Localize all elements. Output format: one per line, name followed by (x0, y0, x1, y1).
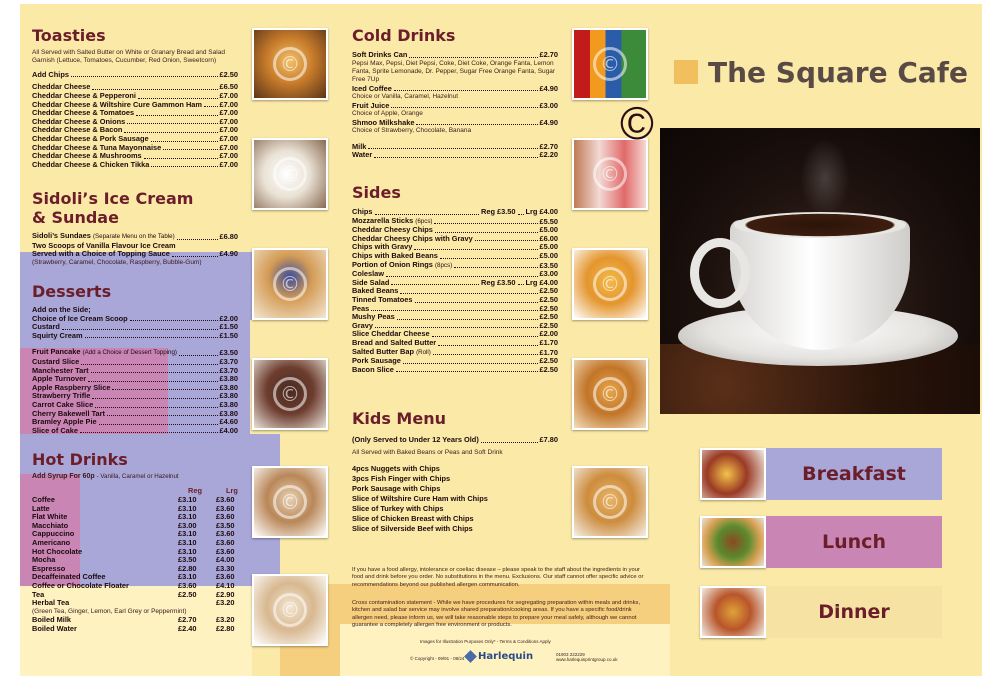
menu-item: Slice of Turkey with Chips (352, 504, 444, 513)
images-note: Images for Illustration Purposes Only* - Terms & Conditions Apply (420, 639, 551, 644)
menu-item: Soft Drinks Can £2.70 (352, 50, 558, 59)
menu-item: Salted Butter Bap (Roll) £1.70 (352, 346, 558, 357)
menu-item: Cheddar Cheese & Bacon £7.00 (32, 125, 238, 135)
menu-item: Cheddar Cheese & Pepperoni £7.00 (32, 91, 238, 100)
tea-photo: © (252, 574, 328, 646)
desserts-section (32, 282, 238, 435)
harlequin-logo-icon (464, 650, 477, 663)
sides-section (352, 183, 558, 374)
menu-item: Shmoo Milkshake £4.90 (352, 117, 558, 127)
menu-item: Add Chips £2.50 (32, 69, 238, 79)
copyright: © Copyright - 09/91 - 08/24 (410, 656, 465, 661)
menu-item: Served with a Choice of Topping Sauce £4.90 (32, 249, 238, 259)
menu-item: Pork Sausage with Chips (352, 484, 441, 493)
logo-square (674, 60, 698, 84)
steam (800, 138, 850, 218)
menu-item: Slice Cheddar Cheese £2.00 (352, 329, 558, 339)
menu-item: Mozzarella Sticks (6pcs) £5.50 (352, 215, 558, 226)
menu-page (20, 4, 982, 676)
section-title: Toasties (32, 26, 106, 45)
menu-item: Two Scoops of Vanilla Flavour Ice Cream (32, 240, 176, 250)
menu-item: Custard Slice £3.70 (32, 356, 238, 366)
menu-item: Fruit Pancake (Add a Choice of Dessert Topping) £3.50 (32, 347, 238, 358)
section-title: Hot Drinks (32, 450, 128, 469)
kids-menu-section (352, 409, 558, 534)
menu-item: Americano £3.10 £3.60 (32, 537, 235, 547)
menu-item: Cheddar Cheese £6.50 (32, 82, 238, 92)
menu-item: Mocha £3.50 £4.00 (32, 555, 235, 565)
menu-item: Apple Turnover £3.80 (32, 374, 238, 384)
onion-rings-photo: © (572, 358, 648, 430)
ice-cream-photo: © (252, 138, 328, 210)
menu-item: Cappuccino £3.10 £3.60 (32, 529, 235, 539)
juice-note: Choice of Apple, Orange (352, 110, 423, 118)
menu-item: Hot Chocolate £3.10 £3.60 (32, 546, 235, 556)
section-title: Cold Drinks (352, 26, 456, 45)
menu-item: Cheddar Cheese & Mushrooms £7.00 (32, 151, 238, 161)
menu-item: Decaffeinated Coffee £3.10 £3.60 (32, 572, 235, 582)
menu-item: Bread and Salted Butter £1.70 (352, 337, 558, 347)
lunch-photo (700, 516, 766, 568)
menu-item: Water £2.20 (352, 150, 558, 160)
menu-item: Coleslaw £3.00 (352, 269, 558, 279)
menu-item: Espresso £2.80 £3.30 (32, 563, 235, 573)
syrup-line: Add Syrup For 60p - Vanilla, Caramel or Hazelnut (32, 473, 179, 480)
menu-item: Gravy £2.50 (352, 320, 558, 330)
dinner-photo (700, 586, 766, 638)
printer-logo (466, 651, 533, 662)
herbal-note: (Green Tea, Ginger, Lemon, Earl Grey or Peppermint) (32, 607, 187, 615)
menu-item: Latte £3.10 £3.60 (32, 503, 235, 513)
menu-item: Pork Sausage £2.50 (352, 356, 558, 366)
menu-item: Choice of Ice Cream Scoop £2.00 (32, 313, 238, 323)
menu-item: Slice of Wiltshire Cure Ham with Chips (352, 494, 488, 503)
menu-item: 3pcs Fish Finger with Chips (352, 474, 451, 483)
menu-item: Cheddar Cheese & Wiltshire Cure Gammon Ham £7.00 (32, 99, 238, 109)
menu-item: Milk £2.70 (352, 141, 558, 151)
lunch-button[interactable]: Lunch (766, 516, 942, 568)
cappuccino-photo: © (252, 466, 328, 538)
menu-item: (Only Served to Under 12 Years Old) £7.80 (352, 435, 558, 444)
menu-item: Side Salad Reg £3.50 Lrg £4.00 (352, 277, 558, 287)
section-title: Desserts (32, 282, 112, 301)
menu-item: Boiled Milk £2.70 £3.20 (32, 615, 235, 625)
cafe-title: The Square Cafe (708, 56, 968, 89)
menu-item: Peas £2.50 (352, 303, 558, 313)
toastie-photo: © (252, 28, 328, 100)
soft-drinks-photo: © (572, 28, 648, 100)
menu-item: Chips with Baked Beans £5.00 (352, 250, 558, 260)
hot-drinks-list (32, 496, 238, 599)
cross-contamination-note: Cross contamination statement - While we have procedures for segregating preparation within meals and drinks, kitchen and salad bar service may involve shared preparation/cooking areas. If you have a specific food/drink allergen need, please inform us, we will take reasonable steps to prepare your meal safely, although we cannot guarantee a completely allergen free environment or products. (352, 600, 641, 629)
chips-photo: © (572, 248, 648, 320)
printer-name: Harlequin (478, 651, 534, 662)
menu-item: Tea £2.50 £2.90 (32, 589, 235, 599)
menu-item: Cheddar Cheese & Tuna Mayonnaise £7.00 (32, 142, 238, 152)
menu-item: Herbal Tea £3.20 (32, 598, 235, 608)
menu-item: Cheddar Cheesy Chips with Gravy £6.00 (352, 233, 558, 243)
menu-item: 4pcs Nuggets with Chips (352, 464, 440, 473)
menu-item: Slice of Chicken Breast with Chips (352, 514, 474, 523)
menu-item: Flat White £3.10 £3.60 (32, 512, 235, 522)
menu-item: Chips Reg £3.50 Lrg £4.00 (352, 207, 558, 216)
menu-item: Bramley Apple Pie £4.60 (32, 417, 238, 427)
cake-photo: © (252, 358, 328, 430)
menu-item: Add on the Side; (32, 305, 91, 314)
menu-item: Chips with Gravy £5.00 (352, 242, 558, 252)
breakfast-button[interactable]: Breakfast (766, 448, 942, 500)
sides-list (352, 217, 558, 279)
menu-item: Coffee or Chocolate Floater £3.60 £4.10 (32, 580, 235, 590)
menu-item: Macchiato £3.00 £3.50 (32, 520, 235, 530)
toasties-list (32, 83, 238, 169)
menu-item: Cheddar Cheese & Tomatoes £7.00 (32, 108, 238, 118)
menu-item: Mushy Peas £2.50 (352, 312, 558, 322)
menu-item: Squirty Cream £1.50 (32, 330, 238, 340)
section-title: Sides (352, 183, 401, 202)
menu-item: Tinned Tomatoes £2.50 (352, 294, 558, 304)
kids-meal-photo: © (572, 466, 648, 538)
menu-item: Cherry Bakewell Tart £3.80 (32, 408, 238, 418)
menu-item: Bacon Slice £2.50 (352, 364, 558, 374)
dinner-button[interactable]: Dinner (766, 586, 942, 638)
desserts-list (32, 358, 238, 435)
icecream-section (32, 189, 238, 267)
menu-item: Iced Coffee £4.90 (352, 83, 558, 93)
printer-contact: 01903 222229 www.harlequinprintgroup.co.uk (556, 652, 618, 663)
sides-list (352, 287, 558, 374)
hot-drinks-section (32, 450, 238, 633)
menu-item: Sidoli’s Sundaes (Separate Menu on the Table) £6.80 (32, 231, 238, 241)
toasties-intro: All Served with Salted Butter on White or Granary Bread and Salad Garnish (Lettuce, Tomatoes, Cucumber, Red Onion, Sweetcorn) (32, 49, 225, 65)
kids-served-note: All Served with Baked Beans or Peas and Soft Drink (352, 448, 503, 456)
pancake-photo: © (252, 248, 328, 320)
menu-item: Slice of Silverside Beef with Chips (352, 524, 473, 533)
milkshake-note: Choice of Strawberry, Chocolate, Banana (352, 127, 472, 135)
hot-drinks-header: Reg Lrg (188, 486, 238, 496)
section-title: & Sundae (32, 208, 119, 227)
menu-item: Manchester Tart £3.70 (32, 365, 238, 375)
menu-item: Strawberry Trifle £3.80 (32, 391, 238, 401)
menu-item: Cheddar Cheese & Onions £7.00 (32, 116, 238, 126)
menu-item: Boiled Water £2.40 £2.80 (32, 623, 235, 633)
cup-handle (690, 238, 750, 308)
menu-item: Cheddar Cheese & Chicken Tikka £7.00 (32, 159, 238, 169)
dessert-sides-list (32, 315, 238, 341)
allergy-note: If you have a food allergy, intolerance or coeliac disease – please speak to the staff about the ingredients in your food and drink before you order. No substitutions in the menu. Exclusions. Our staff cannot offer specific advice or recommendations beyond our published allergen communication. (352, 567, 644, 588)
kids-list (352, 464, 558, 534)
section-title: Kids Menu (352, 409, 446, 428)
milkshake-photo: © (572, 138, 648, 210)
hot-drinks-list (32, 616, 238, 633)
toasties-section (32, 26, 238, 169)
menu-item: Apple Raspberry Slice £3.80 (32, 382, 238, 392)
coffee-cup-photo: © (660, 128, 980, 414)
menu-item: Slice of Cake £4.00 (32, 425, 238, 435)
menu-item: Cheddar Cheese & Pork Sausage £7.00 (32, 133, 238, 143)
menu-item: Custard £1.50 (32, 322, 238, 332)
menu-item: Fruit Juice £3.00 (352, 100, 558, 110)
menu-item: Coffee £3.10 £3.60 (32, 495, 235, 504)
menu-item: Baked Beans £2.50 (352, 286, 558, 296)
iced-coffee-note: Choice or Vanilla, Caramel, Hazelnut (352, 93, 459, 101)
breakfast-photo (700, 448, 766, 500)
menu-item: Carrot Cake Slice £3.80 (32, 399, 238, 409)
cream-panel (340, 624, 670, 676)
section-title: Sidoli’s Ice Cream (32, 189, 194, 208)
menu-item: Cheddar Cheesy Chips £5.00 (352, 225, 558, 235)
soft-drinks-note: Pepsi Max, Pepsi, Diet Pepsi, Coke, Diet Coke, Orange Fanta, Lemon Fanta, Sprite Lemonade, Dr. Pepper, Sugar Free Orange Fanta, Sugar Free 7Up (352, 59, 556, 84)
topping-note: (Strawberry, Caramel, Chocolate, Raspberry, Bubble-Gum) (32, 258, 202, 266)
cold-drinks-section (352, 26, 558, 160)
menu-item: Portion of Onion Rings (8pcs) £3.50 (352, 259, 558, 270)
